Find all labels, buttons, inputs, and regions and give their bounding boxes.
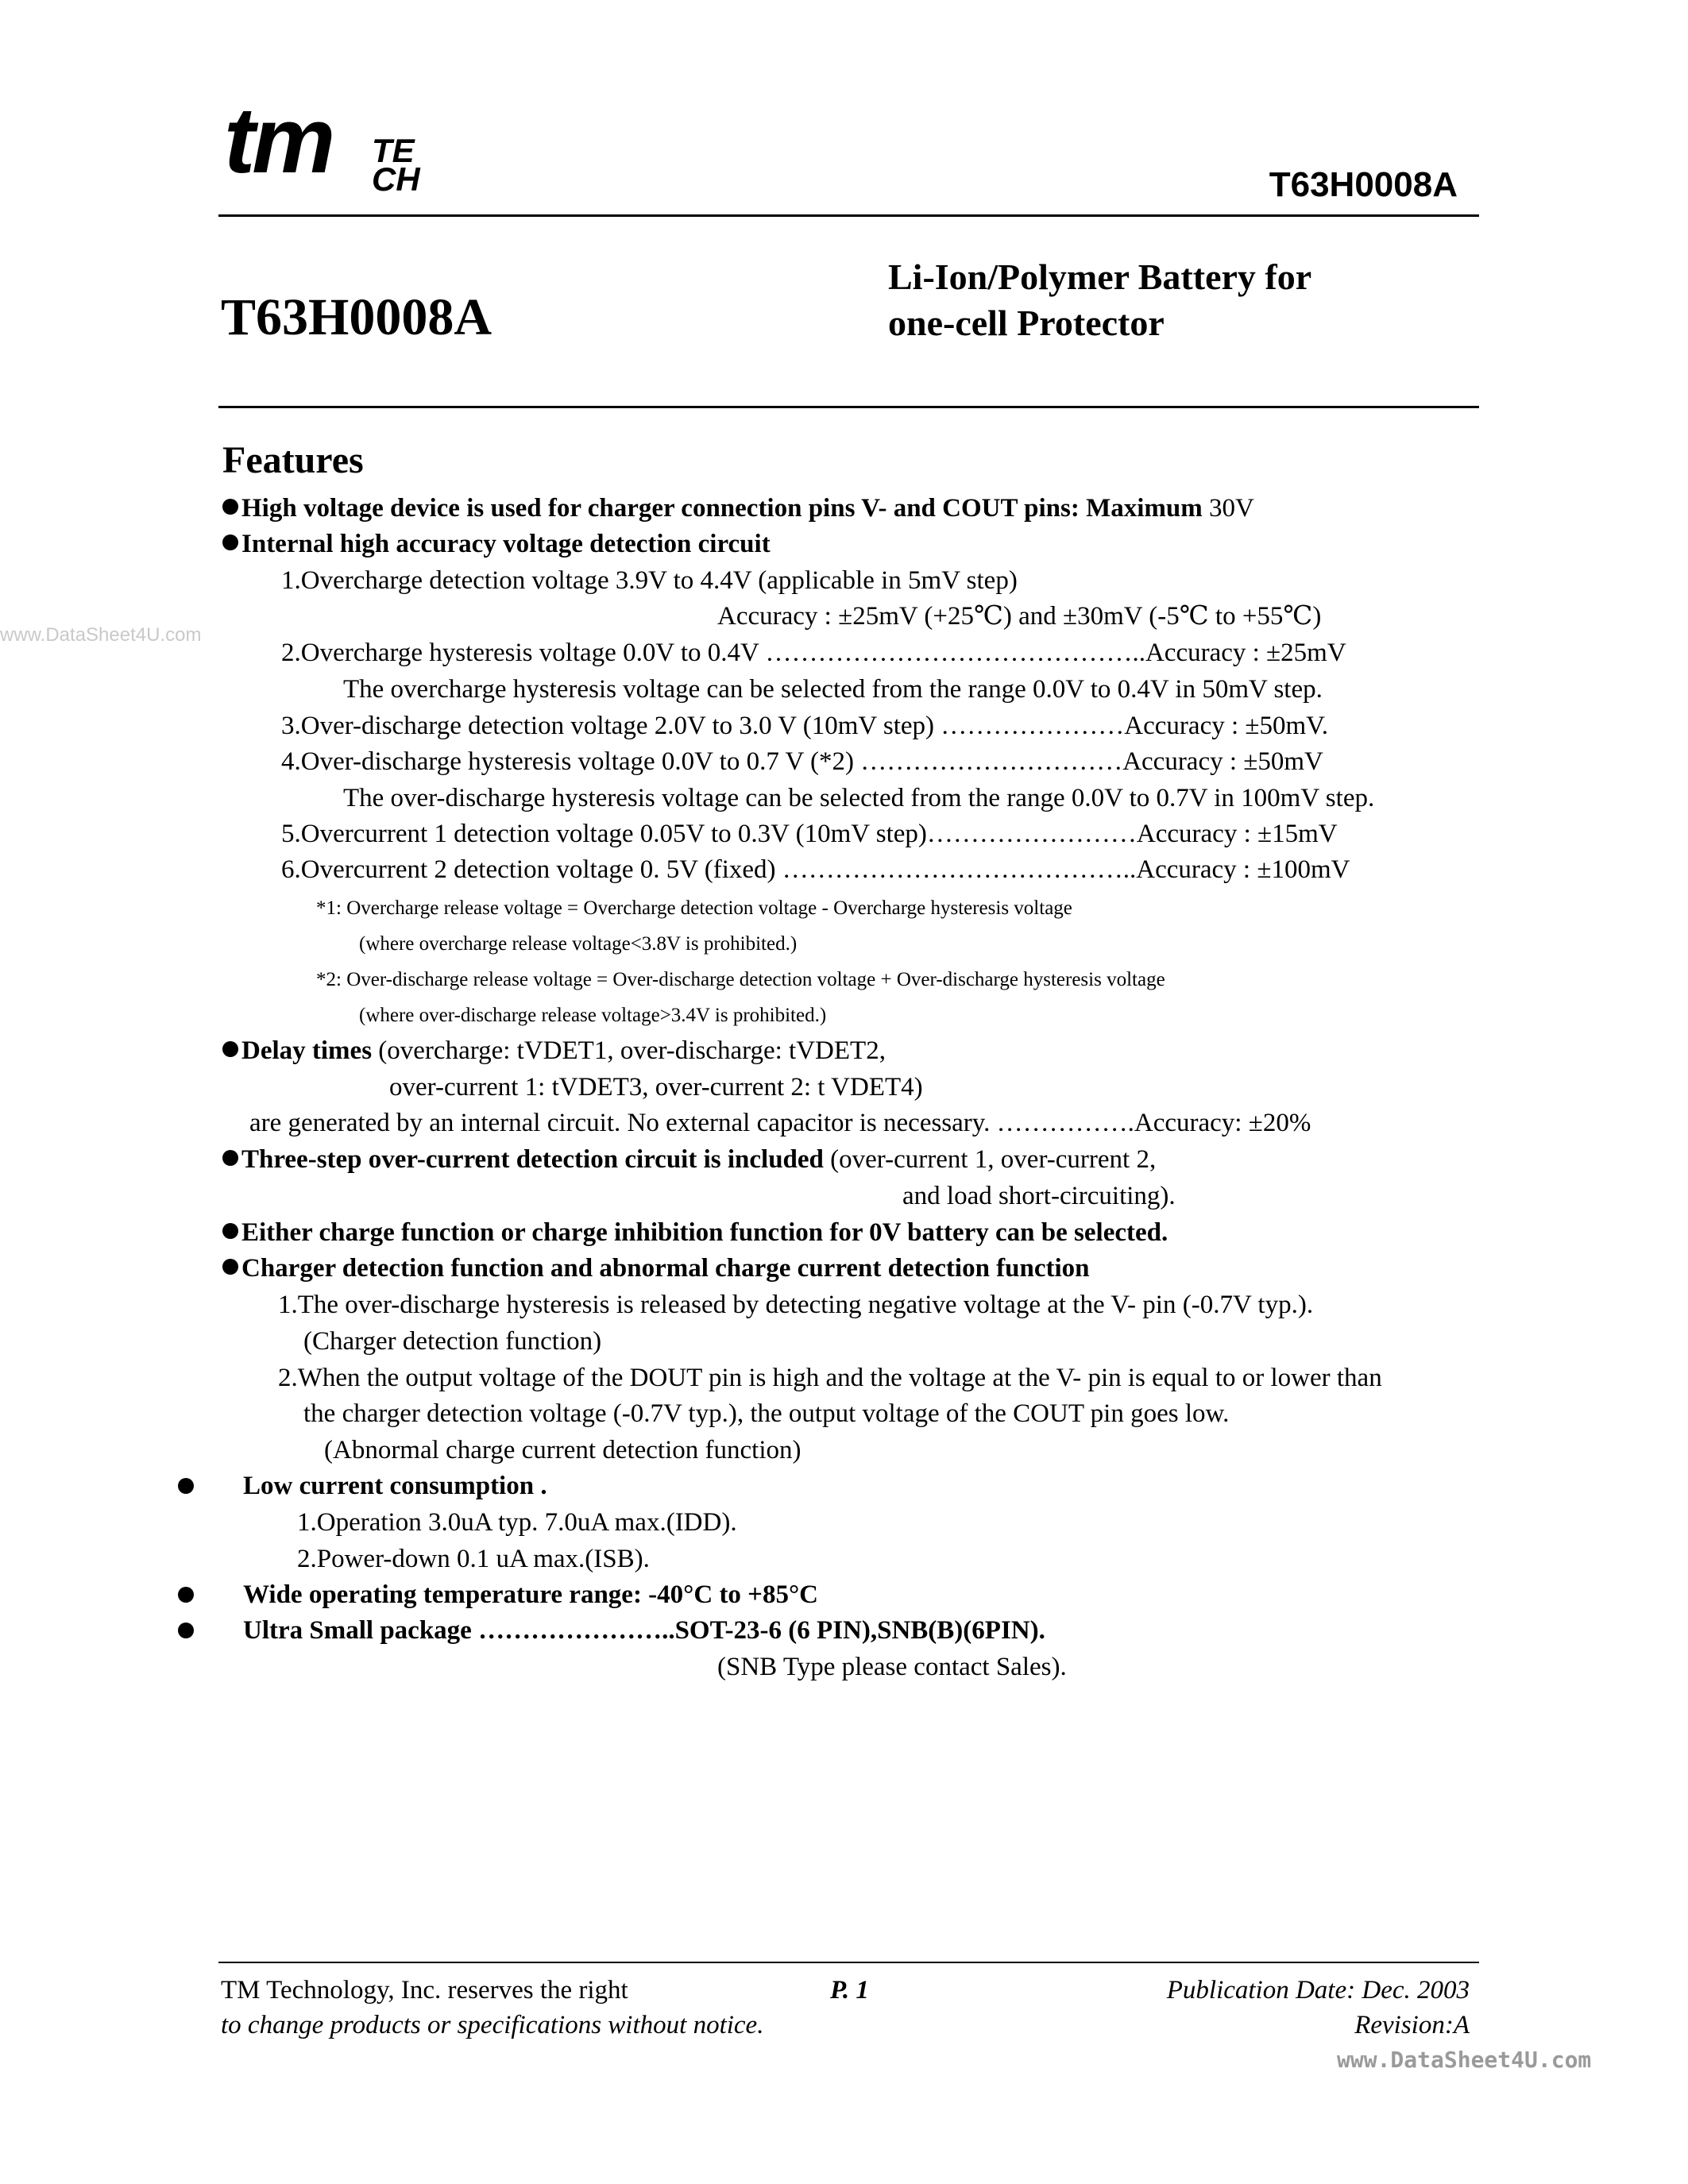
charger-detection-1-label: (Charger detection function) xyxy=(303,1327,602,1356)
header-rule xyxy=(218,214,1479,217)
feature-text: Three-step over-current detection circuit is included xyxy=(241,1145,824,1174)
subtitle-line-2: one-cell Protector xyxy=(888,303,1165,343)
overdischarge-detection-line: 3.Over-discharge detection voltage 2.0V to 3.0 V (10mV step) …………………Accuracy : ±50mV. xyxy=(281,712,1328,740)
footnote-1: *1: Overcharge release voltage = Overcharge detection voltage - Overcharge hysteresis voltage xyxy=(316,897,1072,919)
package-note: (SNB Type please contact Sales). xyxy=(717,1653,1067,1681)
feature-text: Charger detection function and abnormal charge current detection function xyxy=(241,1254,1090,1283)
feature-package: Ultra Small package …………………..SOT-23-6 (6 PIN),SNB(B)(6PIN). xyxy=(243,1616,1045,1645)
watermark-left: www.DataSheet4U.com xyxy=(0,624,202,646)
bullet-icon xyxy=(178,1478,194,1494)
low-current-powerdown: 2.Power-down 0.1 uA max.(ISB). xyxy=(297,1545,650,1573)
footer-page-number: P. 1 xyxy=(830,1976,869,2005)
footer-notice: to change products or specifications without notice. xyxy=(221,2011,764,2039)
title-rule xyxy=(218,406,1479,408)
feature-low-current: Low current consumption . xyxy=(243,1472,547,1500)
bullet-icon xyxy=(222,534,238,550)
features-heading: Features xyxy=(222,439,364,481)
delay-times-accuracy: are generated by an internal circuit. No external capacitor is necessary. …………….Accuracy: ±20% xyxy=(249,1109,1311,1137)
subtitle-line-1: Li-Ion/Polymer Battery for xyxy=(888,257,1312,297)
footnote-2: *2: Over-discharge release voltage = Over-discharge detection voltage + Over-discharge hysteresis voltage xyxy=(316,969,1165,990)
feature-high-voltage xyxy=(222,490,1254,527)
bullet-icon xyxy=(222,1223,238,1239)
logo-tm: tm xyxy=(224,88,333,193)
charger-detection-2-label: (Abnormal charge current detection function) xyxy=(324,1436,802,1464)
low-current-operation: 1.Operation 3.0uA typ. 7.0uA max.(IDD). xyxy=(297,1508,737,1537)
feature-charger-detection xyxy=(222,1250,1090,1287)
charger-detection-2-continued: the charger detection voltage (-0.7V typ.), the output voltage of the COUT pin goes low. xyxy=(303,1399,1230,1428)
overcurrent-steps-continued: and load short-circuiting). xyxy=(902,1182,1176,1210)
page-subtitle xyxy=(888,254,1444,346)
bullet-icon xyxy=(178,1623,194,1638)
footer-revision: Revision:A xyxy=(1354,2011,1470,2039)
charger-detection-1: 1.The over-discharge hysteresis is released by detecting negative voltage at the V- pin (-0.7V typ.). xyxy=(278,1291,1314,1319)
feature-overcurrent-steps xyxy=(222,1141,1156,1178)
feature-temperature-range: Wide operating temperature range: -40°C to +85°C xyxy=(243,1580,819,1609)
footnote-2-detail: (where over-discharge release voltage>3.4V is prohibited.) xyxy=(359,1005,827,1026)
bullet-icon xyxy=(222,1150,238,1166)
overcharge-accuracy-line: Accuracy : ±25mV (+25℃) and ±30mV (-5℃ to +55℃) xyxy=(717,602,1322,631)
footer-rule xyxy=(218,1962,1479,1963)
overdischarge-hysteresis-note: The over-discharge hysteresis voltage can be selected from the range 0.0V to 0.7V in 100mV step. xyxy=(343,784,1375,812)
feature-text-tail: (overcharge: tVDET1, over-discharge: tVDET2, xyxy=(372,1036,886,1065)
delay-times-continued: over-current 1: tVDET3, over-current 2: t VDET4) xyxy=(389,1073,923,1102)
feature-delay-times xyxy=(222,1032,886,1069)
bullet-icon xyxy=(222,1259,238,1275)
feature-text: Internal high accuracy voltage detection circuit xyxy=(241,530,771,558)
watermark-right: www.DataSheet4U.com xyxy=(1337,2047,1592,2073)
feature-text-tail: 30V xyxy=(1202,494,1254,523)
logo-ch: CH xyxy=(372,160,420,198)
feature-text: Either charge function or charge inhibition function for 0V battery can be selected. xyxy=(241,1218,1168,1247)
page-title: T63H0008A xyxy=(221,288,492,346)
overcharge-hysteresis-note: The overcharge hysteresis voltage can be selected from the range 0.0V to 0.4V in 50mV step. xyxy=(343,675,1323,704)
feature-text: High voltage device is used for charger connection pins V- and COUT pins: Maximum xyxy=(241,494,1203,523)
footnote-1-detail: (where overcharge release voltage<3.8V is prohibited.) xyxy=(359,933,798,955)
header-part-number: T63H0008A xyxy=(1269,165,1458,204)
feature-text-tail: (over-current 1, over-current 2, xyxy=(823,1145,1157,1174)
feature-0v-battery xyxy=(222,1214,1168,1251)
feature-detection-circuit xyxy=(222,526,771,562)
overcurrent1-line: 5.Overcurrent 1 detection voltage 0.05V to 0.3V (10mV step)……………………Accuracy : ±15mV xyxy=(281,820,1338,848)
overdischarge-hysteresis-line: 4.Over-discharge hysteresis voltage 0.0V to 0.7 V (*2) …………………………Accuracy : ±50mV xyxy=(281,747,1323,776)
footer-publication-date: Publication Date: Dec. 2003 xyxy=(1166,1976,1470,2005)
overcurrent2-line: 6.Overcurrent 2 detection voltage 0. 5V (fixed) …………………………………..Accuracy : ±100mV xyxy=(281,855,1350,884)
bullet-icon xyxy=(178,1587,194,1603)
logo-tech xyxy=(372,132,420,198)
bullet-icon xyxy=(222,1041,238,1057)
overcharge-hysteresis-line: 2.Overcharge hysteresis voltage 0.0V to 0.4V ……………………………………..Accuracy : ±25mV xyxy=(281,639,1346,667)
bullet-icon xyxy=(222,499,238,515)
logo-te: TE xyxy=(372,132,415,169)
footer-reserves-right: TM Technology, Inc. reserves the right xyxy=(221,1976,628,2005)
charger-detection-2: 2.When the output voltage of the DOUT pin is high and the voltage at the V- pin is equal to or lower than xyxy=(278,1364,1382,1392)
overcharge-detection-line: 1.Overcharge detection voltage 3.9V to 4.4V (applicable in 5mV step) xyxy=(281,566,1018,595)
feature-text: Delay times xyxy=(241,1036,373,1065)
